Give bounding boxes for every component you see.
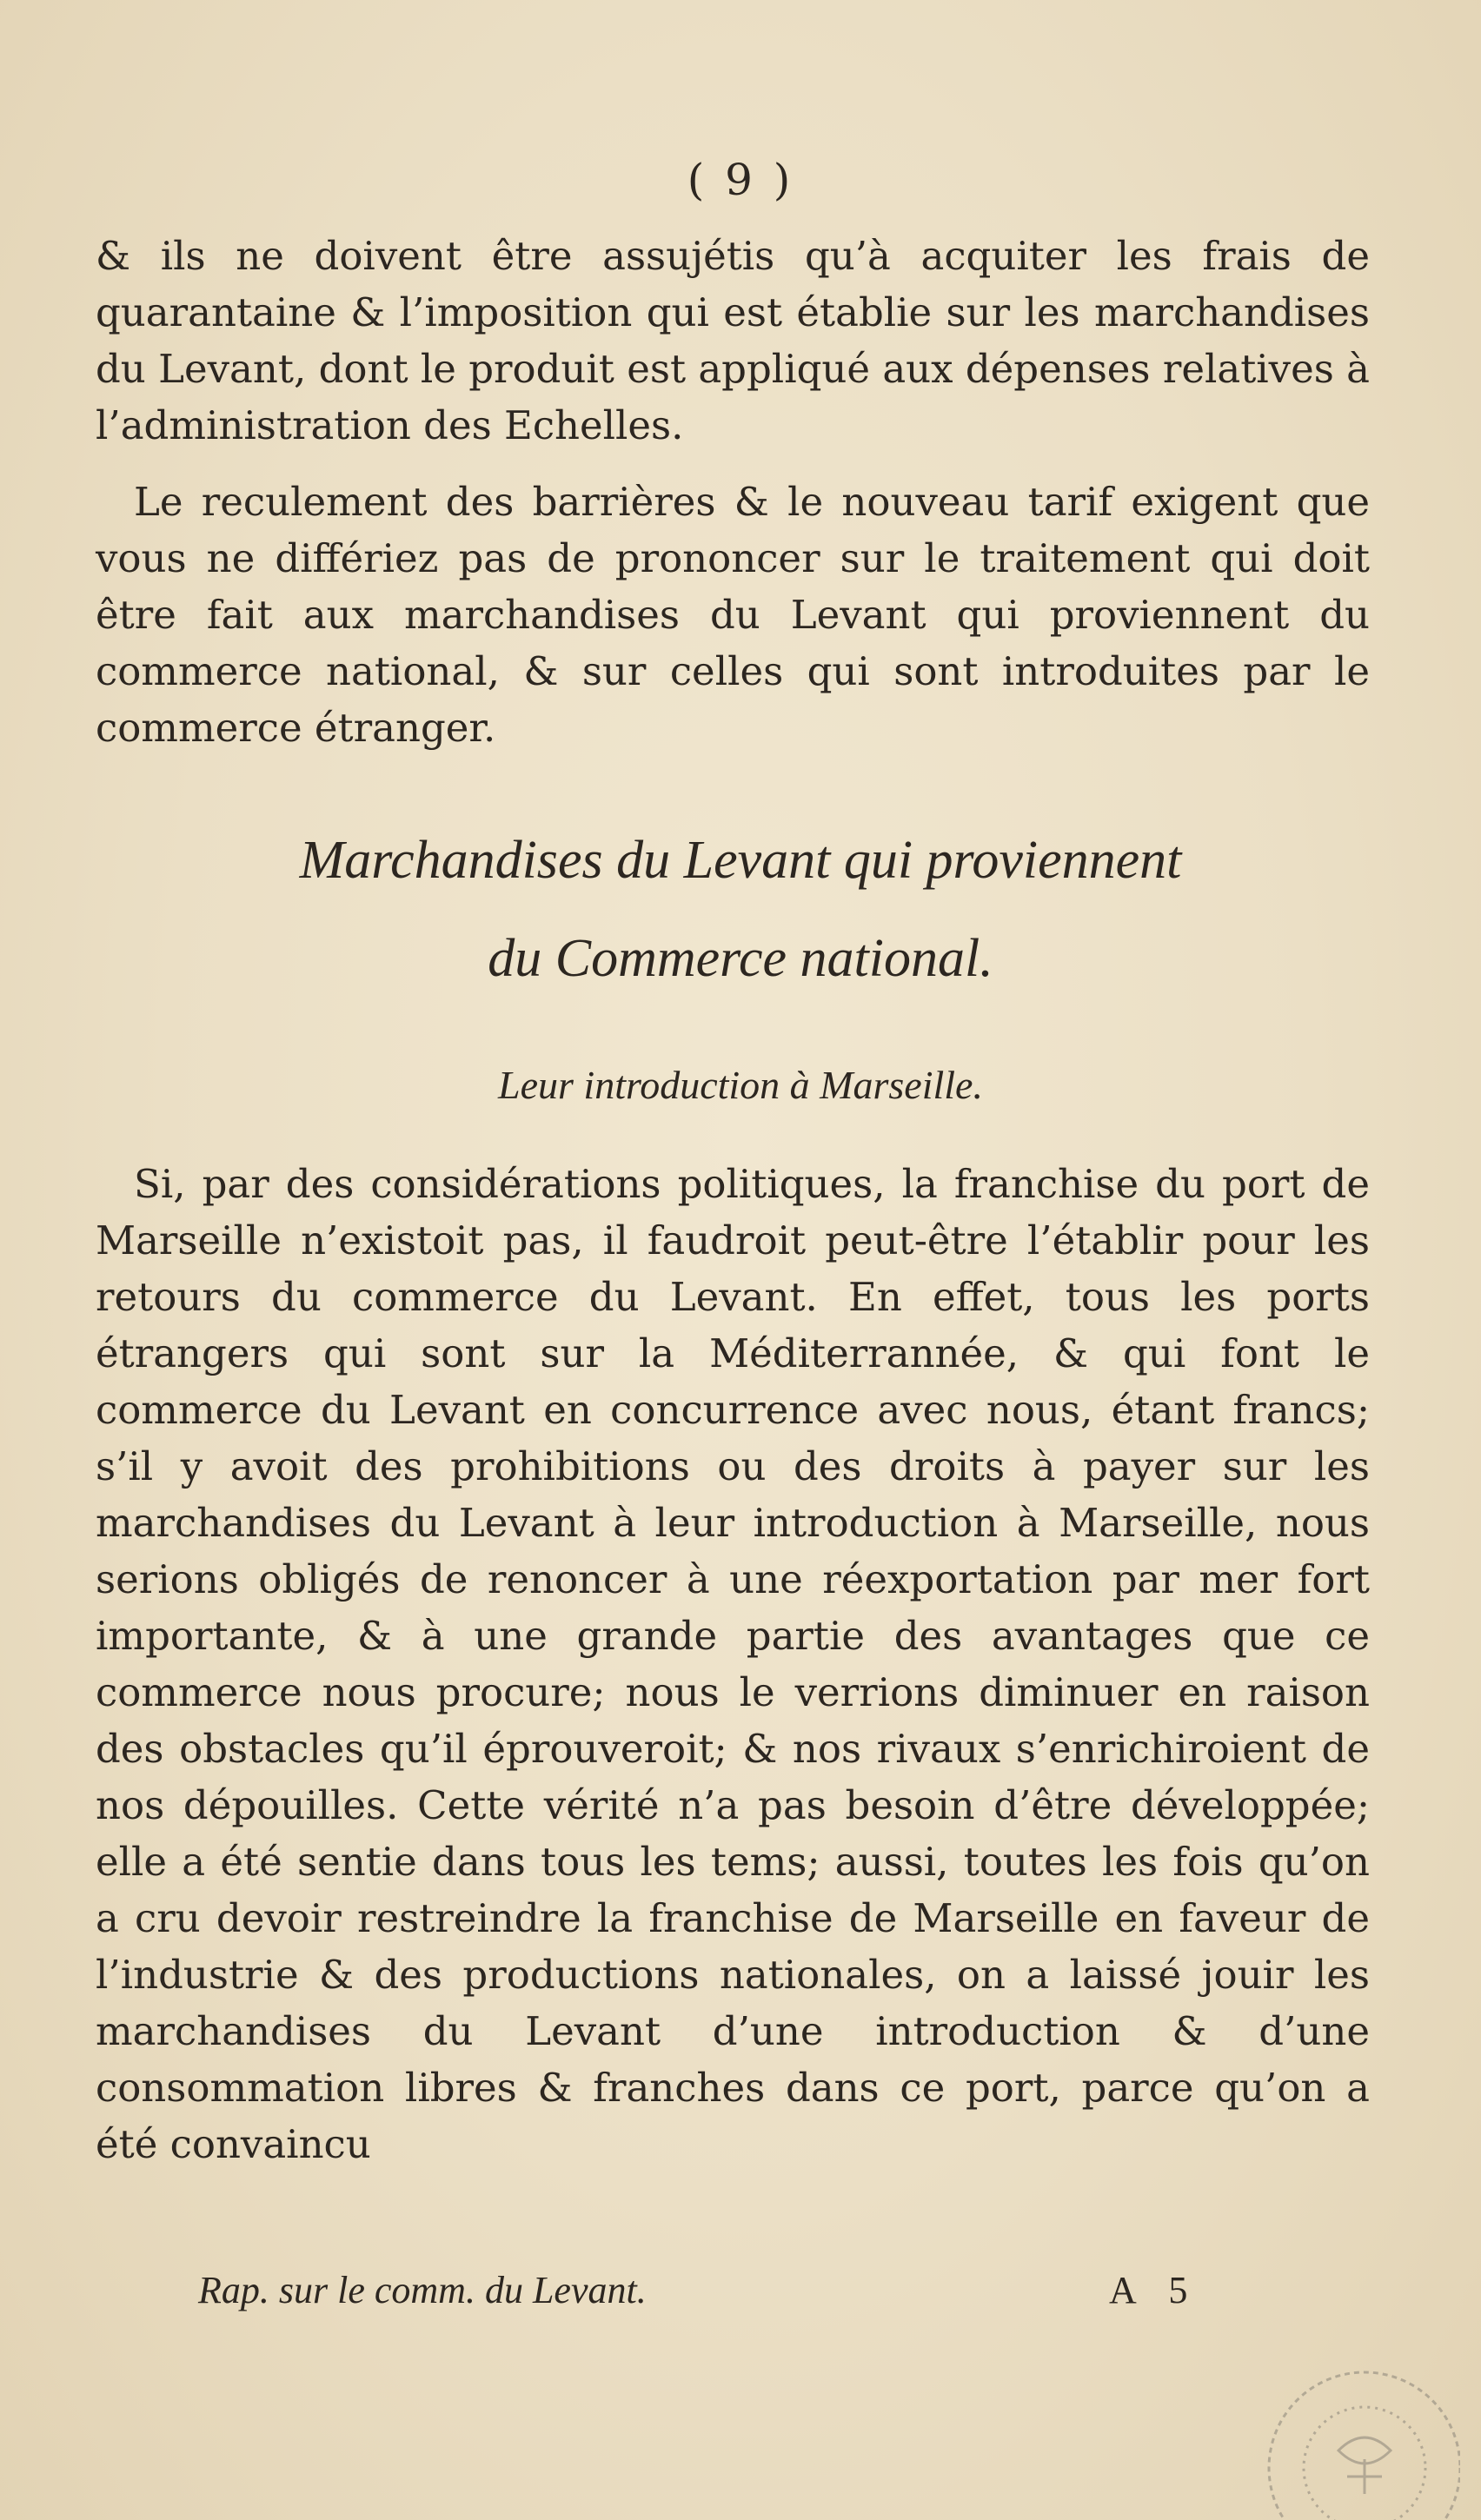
section-heading-line-1: Marchandises du Levant qui proviennent [299,831,1182,890]
section-heading-line-2: du Commerce national. [488,929,993,988]
signature-mark: A 5 [1109,2269,1200,2311]
running-footer-title: Rap. sur le comm. du Levant. [198,2269,647,2311]
subsection-heading: Leur introduction à Marseille. [498,1063,983,1107]
library-stamp-icon [1234,2346,1460,2520]
paragraph-continuation: & ils ne doivent être assujétis qu’à acquiter les frais de quarantaine & l’imposition qui est établie sur les marchandises du Levant, dont le produit est appliqué aux dépenses relatives à l’administration des Echelles. [96,233,1370,448]
paragraph-franchise: Si, par des considérations politiques, la franchise du port de Marseille n’existoit pas, il faudroit peut-être l’établir pour les retours du commerce du Levant. En effet, tous les ports étrangers qui sont sur la Méditerrannée, & qui font le commerce du Levant en concurrence avec nous, étant francs; s’il y avoit des prohibitions ou des droits à payer sur les marchandises du Levant à leur introduction à Marseille, nous serions obligés de renoncer à une réexportation par mer fort importante, & à une grande partie des avantages que ce commerce nous procure; nous le verrions diminuer en raison des obstacles qu’il éprouveroit; & nos rivaux s’enrichiroient de nos dépouilles. Cette vérité n’a pas besoin d’être développée; elle a été sentie dans tous les tems; aussi, toutes les fois qu’on a cru devoir restreindre la franchise de Marseille en faveur de l’industrie & des productions nationales, on a laissé jouir les marchandises du Levant d’une introduction & d’une consommation libres & franches dans ce port, parce qu’on a été convaincu [96,1161,1370,2167]
page-number: ( 9 ) [687,155,794,205]
paragraph-barriers: Le reculement des barrières & le nouveau tarif exigent que vous ne différiez pas de prononcer sur le traitement qui doit être fait aux marchandises du Levant qui proviennent du commerce national, & sur celles qui sont introduites par le commerce étranger. [96,479,1370,751]
